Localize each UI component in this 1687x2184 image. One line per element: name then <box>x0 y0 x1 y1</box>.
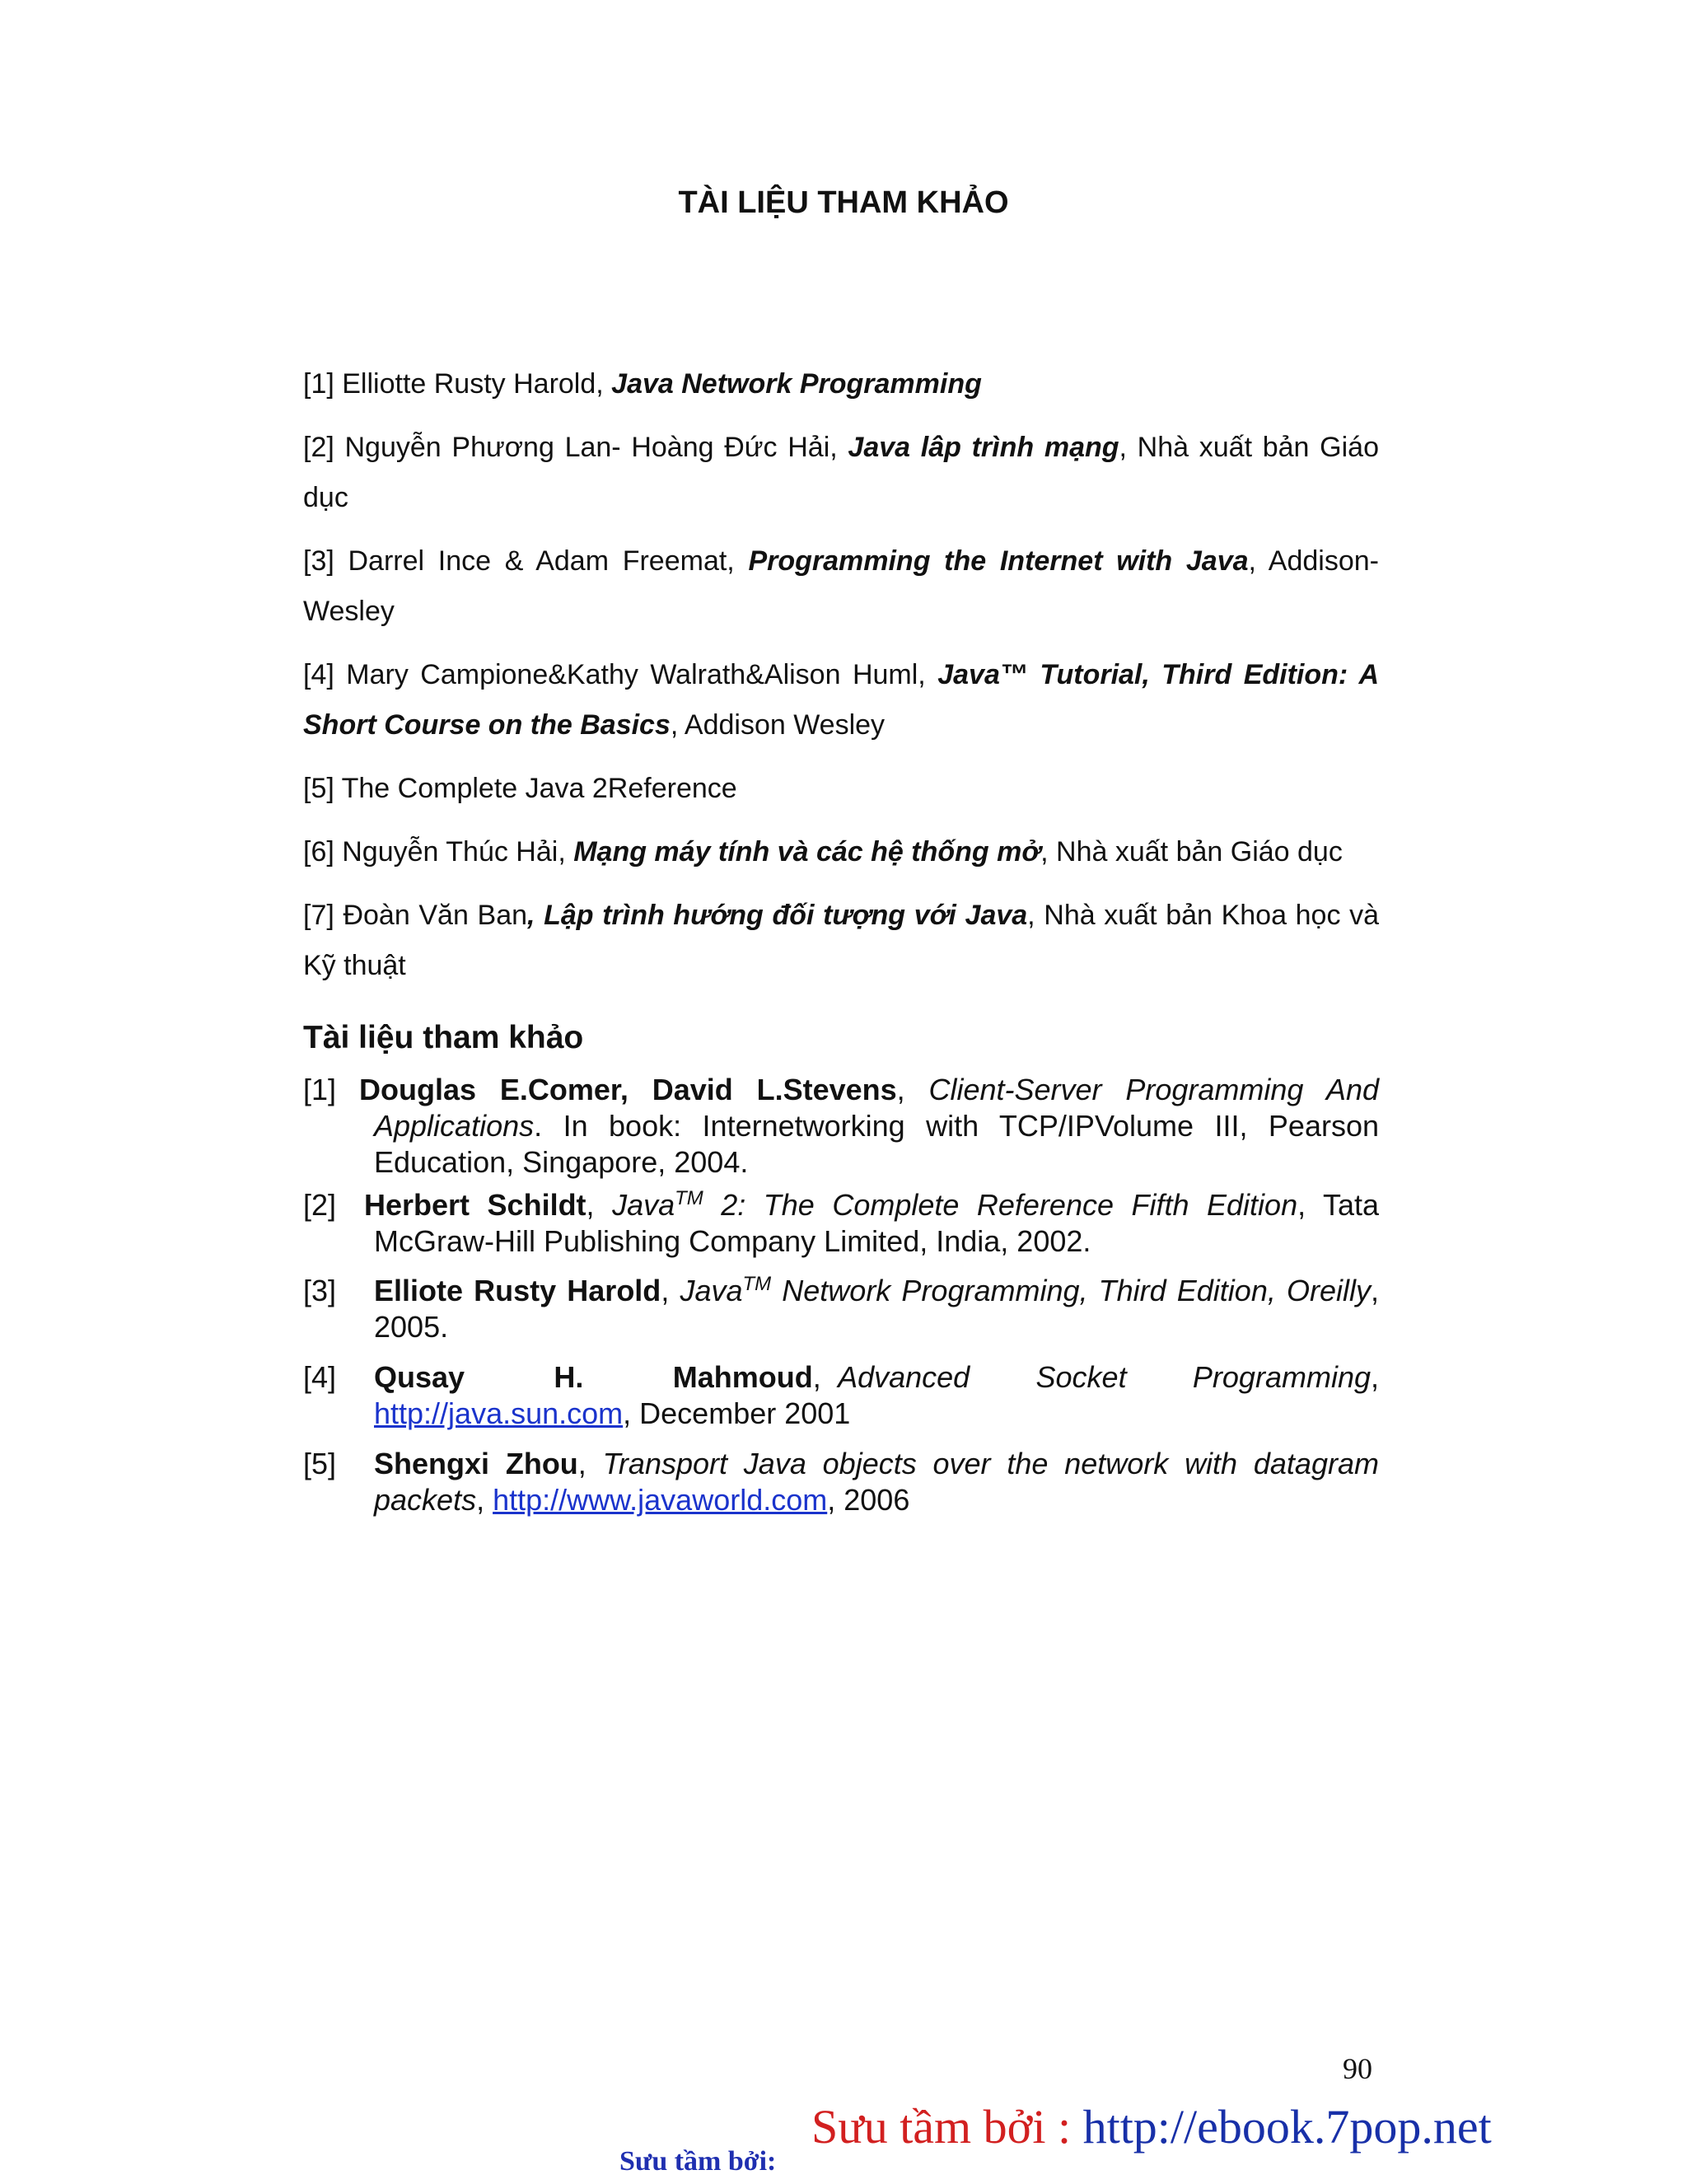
separator: , <box>577 1447 603 1480</box>
reference-item <box>303 1072 1379 1181</box>
reference-author: Elliote Rusty Harold <box>374 1274 661 1307</box>
reference-author: [7] Đoàn Văn Ban <box>303 900 528 931</box>
reference-author: Herbert Schildt <box>364 1188 586 1222</box>
reference-number: [1] <box>303 1073 337 1106</box>
reference-link[interactable]: http://www.javaworld.com <box>493 1483 828 1517</box>
trademark-mark: TM <box>675 1187 703 1209</box>
page-number: 90 <box>1343 2052 1372 2085</box>
reference-publisher: , Nhà xuất bản Giáo dục <box>1040 836 1343 868</box>
reference-title: Java™ Tutorial, Third Edition: A Short Course on the Basics <box>303 659 1379 741</box>
reference-author: [3] Darrel Ince & Adam Freemat, <box>303 545 749 577</box>
section-heading: Tài liệu tham khảo <box>303 1020 584 1055</box>
trademark-mark: TM <box>742 1273 772 1295</box>
reference-author: [1] Elliotte Rusty Harold, <box>303 368 612 400</box>
reference-number: [4] <box>303 1360 337 1394</box>
reference-item <box>303 650 1379 751</box>
reference-author: [2] Nguyễn Phương Lan- Hoàng Đức Hải, <box>303 432 848 463</box>
reference-item <box>303 423 1379 523</box>
reference-item <box>303 891 1379 991</box>
reference-title: Java Network Programming <box>611 368 982 400</box>
reference-publisher: , Tata McGraw-Hill Publishing Company Limited, India, 2002. <box>374 1188 1379 1258</box>
reference-link[interactable]: http://java.sun.com <box>374 1396 624 1430</box>
watermark-url: http://ebook.7pop.net <box>1082 2100 1492 2154</box>
reference-item <box>303 764 1379 814</box>
separator: , <box>476 1483 493 1517</box>
reference-item <box>303 827 1379 877</box>
reference-author: [5] The Complete Java 2Reference <box>303 773 737 804</box>
reference-title: Transport Java objects over the network with datagram packets <box>374 1447 1379 1517</box>
reference-author: Shengxi Zhou <box>374 1447 578 1480</box>
separator: , <box>586 1188 613 1222</box>
reference-item <box>303 1187 1379 1260</box>
reference-author: Douglas E.Comer, David L.Stevens <box>359 1073 897 1106</box>
reference-title: Client-Server Programming And Applications <box>374 1073 1379 1143</box>
reference-author: [6] Nguyễn Thúc Hải, <box>303 836 574 868</box>
reference-title-prefix: Java <box>612 1188 675 1222</box>
reference-title: Mạng máy tính và các hệ thống mở <box>573 836 1041 868</box>
reference-publisher: , Nhà xuất bản Giáo dục <box>303 432 1379 513</box>
watermark <box>811 2099 1492 2154</box>
reference-title: , Lập trình hướng đối tượng với Java <box>527 900 1028 931</box>
reference-item <box>303 1359 1379 1432</box>
separator: , <box>896 1073 929 1106</box>
reference-item <box>303 359 1379 409</box>
reference-author: Qusay H. Mahmoud <box>374 1360 813 1394</box>
reference-number: [5] <box>303 1447 337 1480</box>
separator: , <box>1370 1360 1379 1394</box>
reference-title: 2: The Complete Reference Fifth Edition <box>703 1188 1298 1222</box>
page-title: TÀI LIỆU THAM KHẢO <box>678 185 1009 220</box>
reference-publisher: , Addison-Wesley <box>303 545 1379 627</box>
reference-number: [3] <box>303 1274 337 1307</box>
reference-title: Java lâp trình mạng <box>848 432 1119 463</box>
reference-publisher: , 2006 <box>827 1483 910 1517</box>
reference-publisher: . In book: Internetworking with TCP/IPVolume III, Pearson Education, Singapore, 2004. <box>374 1109 1379 1179</box>
collected-by-label: Sưu tầm bởi: <box>619 2146 777 2177</box>
reference-title-prefix: Java <box>680 1274 743 1307</box>
reference-author: [4] Mary Campione&Kathy Walrath&Alison Huml, <box>303 659 938 690</box>
reference-publisher: , December 2001 <box>623 1396 851 1430</box>
watermark-label: Sưu tầm bởi : <box>811 2100 1083 2154</box>
reference-item <box>303 1446 1379 1518</box>
reference-title: Programming the Internet with Java <box>748 545 1249 577</box>
reference-title: Network Programming, Third Edition, Oreilly <box>771 1274 1371 1307</box>
reference-title: Advanced Socket Programming <box>838 1360 1371 1394</box>
separator: , <box>661 1274 680 1307</box>
reference-publisher: , 2005. <box>374 1274 1379 1344</box>
reference-item <box>303 1273 1379 1345</box>
separator: , <box>812 1360 839 1394</box>
reference-item <box>303 536 1379 637</box>
reference-number: [2] <box>303 1188 337 1222</box>
reference-publisher: , Nhà xuất bản Khoa học và Kỹ thuật <box>303 900 1380 981</box>
reference-publisher: , Addison Wesley <box>670 709 886 741</box>
